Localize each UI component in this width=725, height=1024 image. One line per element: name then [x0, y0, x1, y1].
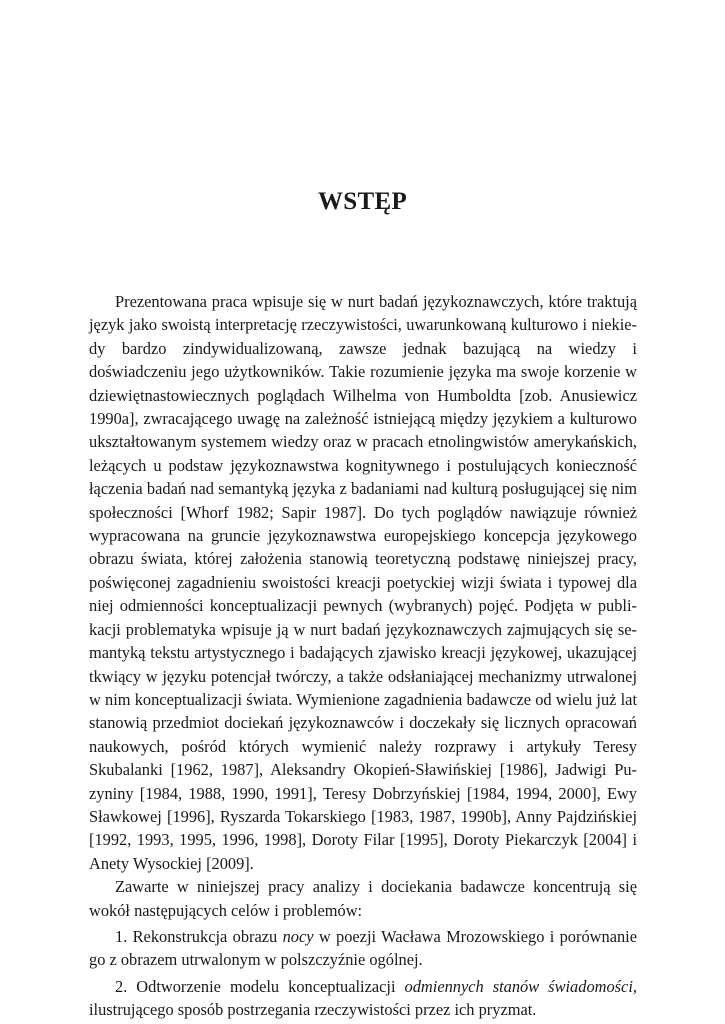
goals-paragraph: Zawarte w niniejszej pracy analizy i dociekania badawcze koncentrują się wokół następujących celów i problemów:	[89, 877, 637, 920]
page-title: WSTĘP	[317, 188, 408, 215]
goal-item-1-text: 1. Rekonstrukcja obrazu	[115, 926, 283, 946]
body-text	[89, 290, 637, 1022]
goal-item-2-text: 2. Odtworzenie modelu konceptualizacji	[115, 976, 405, 996]
intro-paragraph: Prezentowana praca wpisuje się w nurt badań językoznawczych, które traktują język jako swoistą interpretację rzeczywistości, uwarunkowaną kulturowo i niekiedy bardzo zindywidualizowaną, zawsze jednak bazującą na wiedzy i doświadczeniu jego użytkowników. Takie rozumienie języka ma swoje korzenie w dziewiętnastowiecznych poglądach Wilhelma von Humboldta [zob. Anusiewicz 1990a], zwracającego uwagę na zależność istniejącą między językiem a kulturowo ukształtowanym systemem wiedzy oraz w pracach etnolingwistów amerykańskich, leżących u podstaw językoznawstwa kognitywnego i postulujących konieczność łączenia badań nad semantyką języka z badaniami nad kulturą posługującej się nim społeczności [Whorf 1982; Sapir 1987]. Do tych poglądów nawiązuje również wypracowana na gruncie językoznawstwa europejskiego koncepcja językowego obrazu świata, której założenia stanowią teoretyczną podstawę niniejszej pracy, poświęconej zagadnieniu swoistości kreacji poetyckiej wizji świata i typowej dla niej odmienności konceptualizacji pewnych (wybranych) pojęć. Podjęta w publikacji problematyka wpisuje ją w nurt badań językoznawczych zajmujących się semantyką tekstu artystycznego i badających zjawisko kreacji językowej, ukazującej tkwiący w języku potencjał twórczy, a także odsłaniającej mechanizmy utrwalonej w nim konceptualizacji świata. Wymienione zagadnienia badawcze od wielu już lat stanowią przedmiot dociekań językoznawców i doczekały się licznych opracowań naukowych, pośród których wymienić należy rozprawy i artykuły Teresy Skubalanki [1962, 1987], Aleksandry Okopień-Sławińskiej [1986], Jadwigi Puzyniny [1984, 1988, 1990, 1991], Teresy Dobrzyńskiej [1984, 1994, 2000], Ewy Sławkowej [1996], Ryszarda Tokarskiego [1983, 1987, 1990b], Anny Pajdzińskiej [1992, 1993, 1995, 1996, 1998], Doroty Filar [1995], Doroty Piekarczyk [2004] i Anety Wysockiej [2009].	[89, 292, 637, 873]
goal-item-2	[89, 975, 637, 1022]
goal-item-1-emphasis: nocy	[282, 926, 314, 946]
goal-item-1-rest: w poezji Wacława Mrozowskiego i porównanie go z obrazem utrwalonym w polszczyźnie ogólnej.	[89, 926, 637, 970]
goal-item-1	[89, 925, 637, 972]
goal-item-2-emphasis: odmiennych stanów świadomości	[404, 976, 633, 996]
goal-item-2-rest: , ilustrującego sposób postrzegania rzeczywistości przez ich pryzmat.	[89, 976, 637, 1020]
